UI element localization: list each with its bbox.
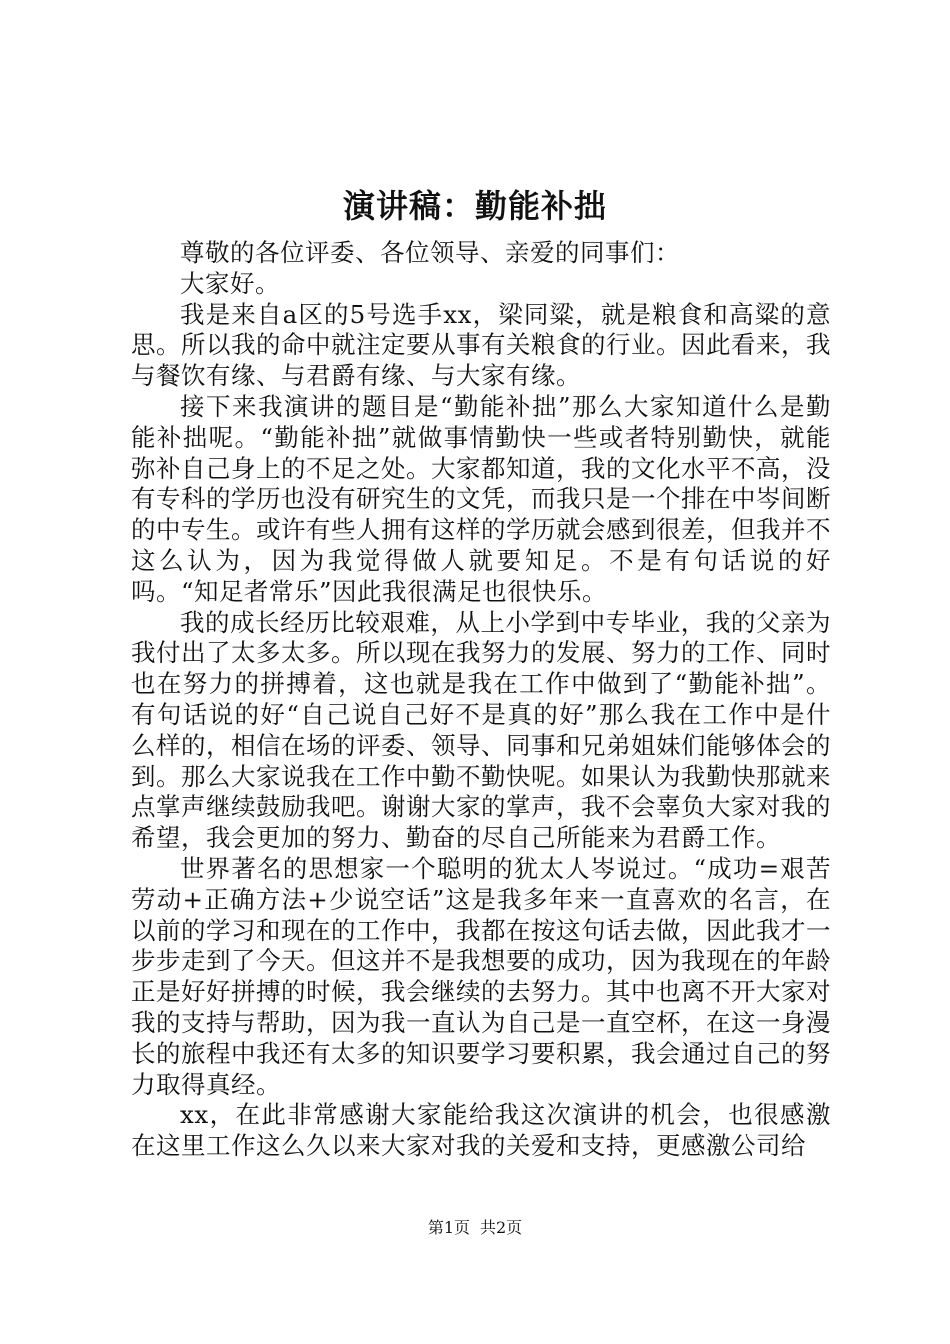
paragraph: 我是来自a区的5号选手xx，梁同粱，就是粮食和高粱的意思。所以我的命中就注定要从事有关粮食的行业。因此看来，我与餐饮有缘、与君爵有缘、与大家有缘。: [131, 299, 831, 391]
page-footer: [0, 1218, 950, 1238]
paragraph: 我的成长经历比较艰难，从上小学到中专毕业，我的父亲为我付出了太多太多。所以现在我努力的发展、努力的工作、同时也在努力的拼搏着，这也就是我在工作中做到了“勤能补拙”。有句话说的好“自己说自己好不是真的好”那么我在工作中是什么样的，相信在场的评委、领导、同事和兄弟姐妹们能够体会的到。那么大家说我在工作中勤不勤快呢。如果认为我勤快那就来点掌声继续鼓励我吧。谢谢大家的掌声，我不会辜负大家对我的希望，我会更加的努力、勤奋的尽自己所能来为君爵工作。: [131, 607, 831, 853]
page-number: 第1页: [427, 1218, 470, 1237]
paragraph: xx，在此非常感谢大家能给我这次演讲的机会，也很感激在这里工作这么久以来大家对我的关爱和支持，更感激公司给: [131, 1100, 831, 1161]
paragraph: 接下来我演讲的题目是“勤能补拙”那么大家知道什么是勤能补拙呢。“勤能补拙”就做事情勤快一些或者特别勤快，就能弥补自己身上的不足之处。大家都知道，我的文化水平不高，没有专科的学历也没有研究生的文凭，而我只是一个排在中岑间断的中专生。或许有些人拥有这样的学历就会感到很差，但我并不这么认为，因为我觉得做人就要知足。不是有句话说的好吗。“知足者常乐”因此我很满足也很快乐。: [131, 391, 831, 606]
paragraph: 世界著名的思想家一个聪明的犹太人岑说过。“成功=艰苦劳动+正确方法+少说空话”这是我多年来一直喜欢的名言，在以前的学习和现在的工作中，我都在按这句话去做，因此我才一步步走到了今天。但这并不是我想要的成功，因为我现在的年龄正是好好拼搏的时候，我会继续的去努力。其中也离不开大家对我的支持与帮助，因为我一直认为自己是一直空杯，在这一身漫长的旅程中我还有太多的知识要学习要积累，我会通过自己的努力取得真经。: [131, 853, 831, 1099]
document-body: [131, 238, 831, 1162]
paragraph-salutation: 尊敬的各位评委、各位领导、亲爱的同事们：: [180, 238, 680, 267]
document-title: 演讲稿：勤能补拙: [342, 187, 607, 225]
page-total: 共2页: [480, 1218, 523, 1237]
paragraph-greeting: 大家好。: [180, 268, 280, 298]
